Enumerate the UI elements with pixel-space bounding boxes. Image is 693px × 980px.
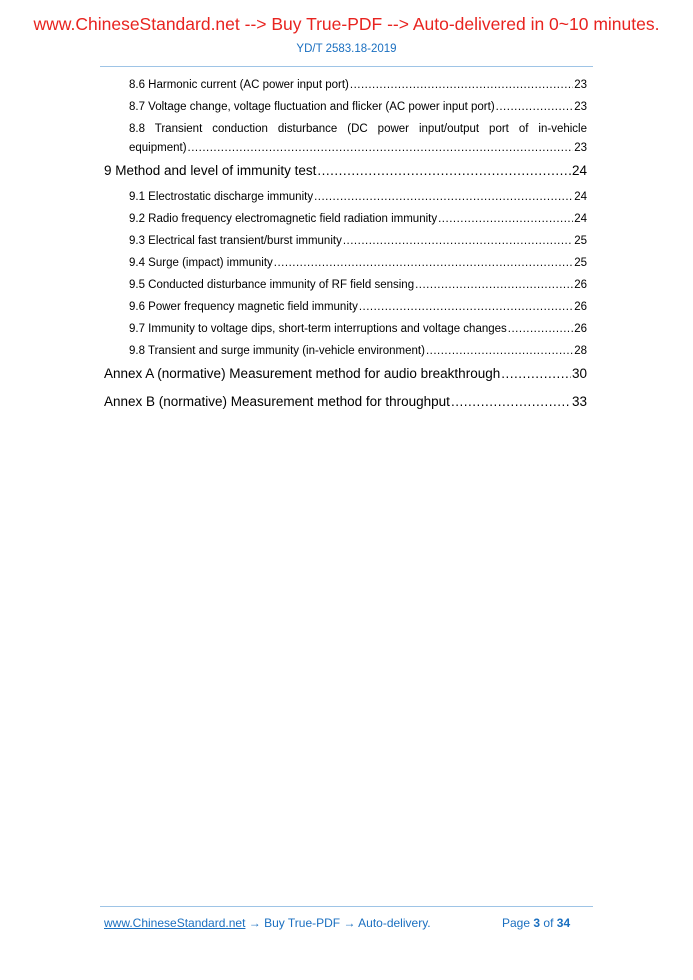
toc-entry-9-4[interactable] (104, 256, 587, 271)
dot-leader (350, 78, 573, 93)
toc-entry-title: 9.5 Conducted disturbance immunity of RF field sensing (129, 279, 415, 291)
toc-entry-title: 9.2 Radio frequency electromagnetic field radiation immunity (129, 213, 438, 225)
toc-entry-9-6[interactable] (104, 300, 587, 315)
toc-entry-8-8[interactable] (104, 122, 587, 156)
toc-entry-8-6[interactable] (104, 78, 587, 93)
toc-entry-title: 9.3 Electrical fast transient/burst immunity (129, 235, 342, 247)
dot-leader (415, 278, 573, 293)
dot-leader (188, 141, 574, 156)
toc-entry-annex-a[interactable] (104, 365, 587, 383)
toc-entry-page: 26 (574, 301, 587, 313)
toc-entry-page: 24 (571, 163, 587, 178)
dot-leader (314, 190, 573, 205)
toc-entry-title-line1: 8.8 Transient conduction disturbance (DC power input/output port of in-vehicle (129, 123, 587, 135)
page-number: 3 (533, 916, 541, 930)
page-indicator (502, 916, 570, 930)
toc-entry-title: 9.1 Electrostatic discharge immunity (129, 191, 314, 203)
promo-banner[interactable]: www.ChineseStandard.net --> Buy True-PDF --> Auto-delivered in 0~10 minutes. (33, 14, 660, 34)
dot-leader (451, 393, 571, 411)
arrow-icon: → (248, 916, 261, 930)
dot-leader (496, 100, 574, 115)
toc-entry-9-3[interactable] (104, 234, 587, 249)
dot-leader (274, 256, 573, 271)
total-pages: 34 (556, 916, 571, 930)
arrow-icon: → (343, 916, 356, 930)
toc-entry-9-5[interactable] (104, 278, 587, 293)
footer-site-link[interactable]: www.ChineseStandard.net (104, 916, 246, 930)
toc-entry-title: Annex A (normative) Measurement method for audio breakthrough (104, 366, 501, 381)
toc-entry-title: 9.4 Surge (impact) immunity (129, 257, 273, 269)
footer-delivery-text: Auto-delivery. (358, 916, 431, 930)
dot-leader (343, 234, 573, 249)
toc-entry-title: 9 Method and level of immunity test (104, 163, 317, 178)
toc-entry-annex-b[interactable] (104, 393, 587, 411)
toc-entry-page: 33 (571, 394, 587, 409)
toc-entry-title: 8.6 Harmonic current (AC power input port) (129, 79, 349, 91)
toc-entry-9-2[interactable] (104, 212, 587, 227)
dot-leader (438, 212, 573, 227)
toc-entry-page: 23 (574, 79, 587, 91)
header-divider (100, 66, 593, 67)
toc-entry-9-1[interactable] (104, 190, 587, 205)
footer-promo (104, 916, 431, 930)
dot-leader (501, 365, 571, 383)
toc-entry-title: Annex B (normative) Measurement method for throughput (104, 394, 450, 409)
toc-entry-page: 26 (574, 323, 587, 335)
toc-entry-9-8[interactable] (104, 344, 587, 359)
toc-entry-page: 30 (571, 366, 587, 381)
toc-entry-title-line2: equipment) (129, 142, 187, 154)
toc-entry-8-7[interactable] (104, 100, 587, 115)
of-label: of (543, 916, 554, 930)
page-label: Page (502, 916, 531, 930)
toc-entry-page: 25 (574, 257, 587, 269)
dot-leader (426, 344, 573, 359)
toc-entry-title: 9.7 Immunity to voltage dips, short-term interruptions and voltage changes (129, 323, 507, 335)
toc-entry-page: 24 (574, 191, 587, 203)
toc-entry-page: 26 (574, 279, 587, 291)
toc-entry-page: 28 (574, 345, 587, 357)
dot-leader (317, 162, 571, 180)
footer-divider (100, 906, 593, 907)
toc-entry-title: 9.8 Transient and surge immunity (in-vehicle environment) (129, 345, 425, 357)
toc-entry-page: 24 (574, 213, 587, 225)
footer-buy-text: Buy True-PDF (264, 916, 341, 930)
toc-entry-9[interactable] (104, 162, 587, 180)
document-code: YD/T 2583.18-2019 (296, 43, 397, 55)
toc-entry-9-7[interactable] (104, 322, 587, 337)
toc-entry-title: 8.7 Voltage change, voltage fluctuation and flicker (AC power input port) (129, 101, 495, 113)
table-of-contents (104, 78, 587, 421)
toc-entry-page: 23 (574, 101, 587, 113)
toc-entry-title: 9.6 Power frequency magnetic field immunity (129, 301, 358, 313)
toc-entry-page: 25 (574, 235, 587, 247)
toc-entry-page: 23 (574, 142, 587, 154)
dot-leader (359, 300, 573, 315)
dot-leader (508, 322, 573, 337)
